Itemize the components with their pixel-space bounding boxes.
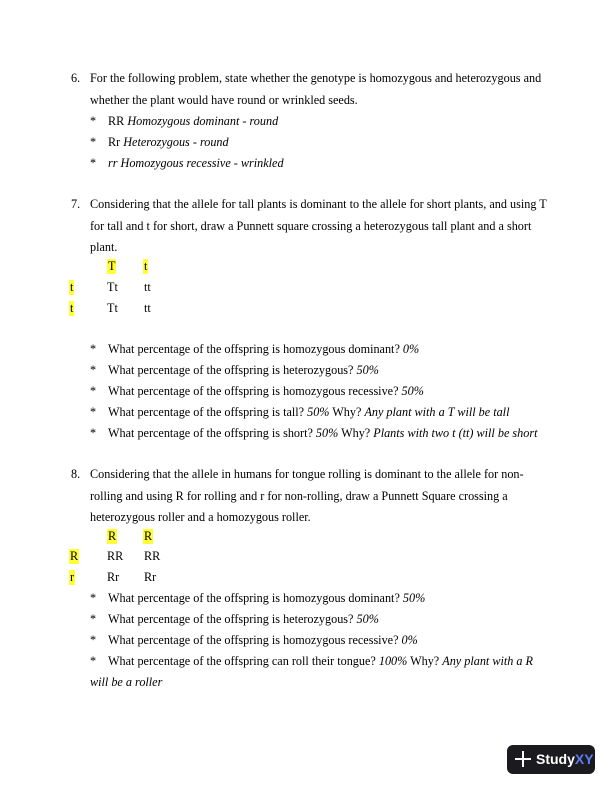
punnett-top-allele: R (144, 529, 153, 543)
genotype-code: RR (108, 114, 125, 128)
why-answer: Plants with two t (tt) will be short (373, 426, 538, 440)
q8-bullet: * (90, 633, 97, 647)
punnett-side-allele: t (70, 280, 74, 294)
answer-text: 50% (402, 591, 426, 605)
question-text: What percentage of the offspring is homozygous dominant? (108, 591, 400, 605)
q8-text-line3: heterozygous roller and a homozygous roller. (90, 510, 311, 524)
q8-question (108, 591, 425, 606)
q6-text-line1: For the following problem, state whether the genotype is homozygous and heterozygous and (90, 71, 542, 85)
q7-bullet: * (90, 384, 97, 398)
q8-bullet: * (90, 654, 97, 668)
punnett-top-allele: T (108, 259, 116, 273)
q7-bullet: * (90, 363, 97, 377)
answer-text: 0% (401, 633, 418, 647)
genotype-code: Rr (108, 135, 121, 149)
q6-item-line (108, 114, 278, 129)
q6-number: 6. (71, 71, 81, 85)
q7-question (108, 426, 537, 441)
why-label: Why? (332, 405, 362, 419)
q6-item-line (108, 135, 229, 150)
question-text: What percentage of the offspring is heterozygous? (108, 612, 354, 626)
q8-text-line2: rolling and using R for rolling and r for non-rolling, draw a Punnett Square crossing a (90, 489, 508, 503)
q6-bullet: * (90, 156, 97, 170)
q8-number: 8. (71, 467, 81, 481)
q8-question (108, 654, 533, 669)
q7-text-line1: Considering that the allele for tall plants is dominant to the allele for short plants, and using T (90, 197, 547, 211)
why-label: Why? (410, 654, 440, 668)
genotype-answer: rr Homozygous recessive - wrinkled (108, 156, 284, 170)
punnett-cell: RR (107, 549, 124, 563)
question-text: What percentage of the offspring is heterozygous? (108, 363, 354, 377)
question-text: What percentage of the offspring is short? (108, 426, 313, 440)
punnett-side-allele: R (70, 549, 79, 563)
q7-bullet: * (90, 405, 97, 419)
punnett-cell: Rr (144, 570, 157, 584)
genotype-answer: Heterozygous - round (123, 135, 229, 149)
answer-text: 100% (378, 654, 408, 668)
punnett-cell: tt (144, 280, 151, 294)
question-text: What percentage of the offspring can roll their tongue? (108, 654, 376, 668)
answer-text: 50% (356, 363, 379, 377)
why-label: Why? (341, 426, 371, 440)
punnett-top-allele: t (144, 259, 148, 273)
punnett-side-allele: t (70, 301, 74, 315)
punnett-side-allele: r (70, 570, 75, 584)
answer-text: 50% (356, 612, 379, 626)
punnett-cell: Tt (107, 301, 118, 315)
why-answer: Any plant with a T will be tall (364, 405, 510, 419)
genotype-answer: Homozygous dominant - round (127, 114, 279, 128)
q8-bullet: * (90, 591, 97, 605)
q8-bullet: * (90, 612, 97, 626)
q8-text-line1: Considering that the allele in humans for tongue rolling is dominant to the allele for non- (90, 467, 524, 481)
why-answer-continued: will be a roller (90, 675, 163, 689)
answer-text: 0% (402, 342, 420, 356)
studyxy-badge[interactable] (507, 745, 595, 774)
q7-text-line3: plant. (90, 240, 118, 254)
question-text: What percentage of the offspring is homozygous dominant? (108, 342, 400, 356)
plus-icon (515, 751, 531, 767)
question-text: What percentage of the offspring is tall? (108, 405, 305, 419)
q7-text-line2: for tall and t for short, draw a Punnett square crossing a heterozygous tall plant and a short (90, 219, 532, 233)
question-text: What percentage of the offspring is homozygous recessive? (108, 384, 399, 398)
brand-name-xy: XY (574, 751, 594, 767)
q7-number: 7. (71, 197, 81, 211)
punnett-cell: tt (144, 301, 151, 315)
brand-name-study: Study (536, 751, 575, 767)
brand-name (536, 751, 594, 767)
q7-question (108, 405, 509, 420)
q6-bullet: * (90, 135, 97, 149)
q6-text-line2: whether the plant would have round or wrinkled seeds. (90, 93, 358, 107)
q7-question (108, 384, 424, 399)
q7-question (108, 342, 419, 357)
q8-question (108, 612, 379, 627)
q7-bullet: * (90, 426, 97, 440)
answer-text: 50% (307, 405, 330, 419)
q7-bullet: * (90, 342, 97, 356)
q8-question (108, 633, 418, 648)
q6-bullet: * (90, 114, 97, 128)
answer-text: 50% (315, 426, 339, 440)
punnett-cell: Tt (107, 280, 118, 294)
punnett-top-allele: R (108, 529, 117, 543)
why-answer: Any plant with a R (442, 654, 533, 668)
punnett-cell: RR (144, 549, 161, 563)
punnett-cell: Rr (107, 570, 120, 584)
answer-text: 50% (401, 384, 424, 398)
question-text: What percentage of the offspring is homozygous recessive? (108, 633, 399, 647)
q7-question (108, 363, 379, 378)
